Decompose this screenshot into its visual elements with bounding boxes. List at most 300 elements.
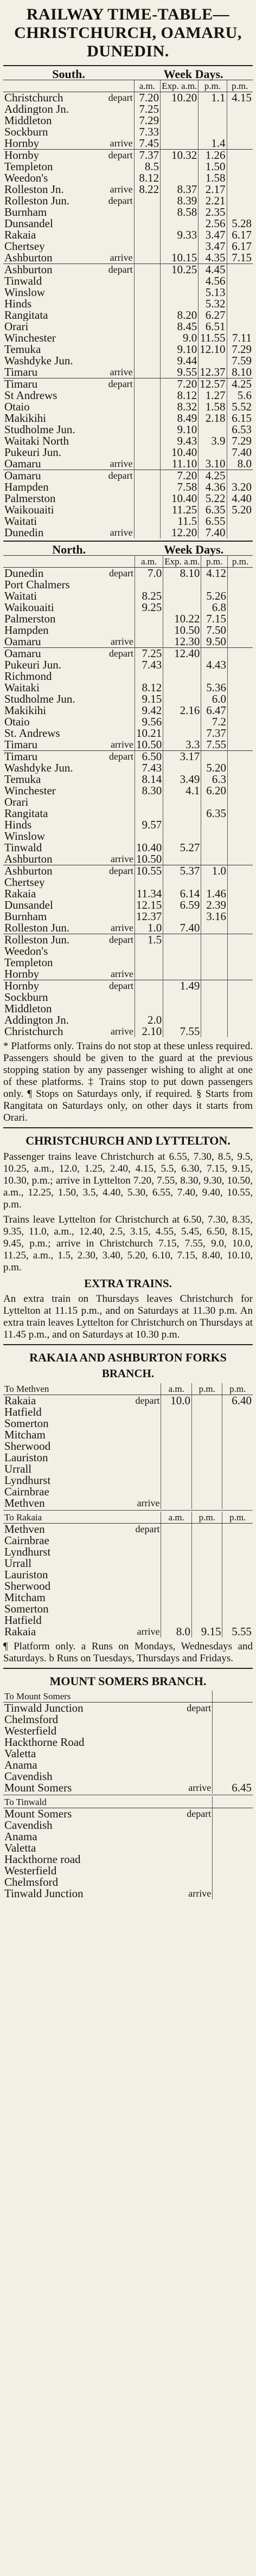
time-cell — [161, 172, 199, 184]
arr-dep-label — [158, 1714, 213, 1725]
arr-dep-label — [120, 1546, 161, 1558]
time-cell — [163, 590, 201, 602]
time-cell — [134, 229, 160, 241]
time-cell: 3.47 — [199, 241, 227, 252]
arr-dep-label: arrive — [110, 458, 133, 469]
time-cell — [213, 1725, 253, 1737]
arr-dep-label — [120, 1535, 161, 1546]
south-north-rule — [3, 541, 253, 542]
south-col-0: a.m. — [134, 80, 160, 92]
time-cell — [213, 1737, 253, 1748]
time-cell — [228, 980, 253, 992]
to-methven-row — [3, 1406, 253, 1418]
north-col-0: a.m. — [135, 556, 163, 568]
station-name: Tinwald Junction — [4, 1702, 84, 1714]
arr-dep-label: depart — [100, 378, 134, 390]
time-cell — [228, 934, 253, 946]
station-name: Waikouaiti — [4, 602, 54, 613]
to-tinwald-table — [3, 1796, 253, 1899]
time-cell: 10.50 — [163, 625, 201, 636]
time-cell — [222, 1615, 253, 1626]
arr-dep-label — [120, 1592, 161, 1603]
footnote-rule — [3, 1127, 253, 1128]
south-weekdays-heading: Week Days. — [134, 68, 253, 80]
south-col-2: p.m. — [199, 80, 227, 92]
to-methven-row — [3, 1452, 253, 1463]
time-cell — [199, 355, 227, 367]
time-cell — [228, 1026, 253, 1037]
time-cell — [161, 241, 199, 252]
station-name: Valetta — [4, 1842, 36, 1854]
station-name: Ashburton — [4, 252, 53, 264]
arr-dep-label — [100, 762, 135, 774]
lyttelton-title: CHRISTCHURCH AND LYTTELTON. — [25, 1134, 231, 1147]
station-name: Otaio — [4, 716, 30, 728]
time-cell: 12.57 — [199, 378, 227, 390]
time-cell: 8.25 — [135, 590, 163, 602]
to-tinwald-row — [3, 1877, 253, 1888]
time-cell — [228, 946, 253, 957]
time-cell: 7.29 — [227, 435, 253, 447]
time-cell — [134, 527, 160, 538]
south-row — [3, 344, 253, 355]
time-cell — [213, 1808, 253, 1820]
south-row — [3, 516, 253, 527]
time-cell — [134, 378, 160, 390]
time-cell — [228, 579, 253, 590]
time-cell — [135, 877, 163, 888]
time-cell: 10.40 — [135, 842, 163, 853]
time-cell — [201, 751, 228, 763]
station-name: Oamaru — [3, 470, 100, 482]
arr-dep-label: arrive — [188, 1782, 212, 1793]
time-cell — [201, 1026, 228, 1037]
station-name: Oamaru — [4, 636, 41, 648]
time-cell: 7.11 — [227, 332, 253, 344]
time-cell — [191, 1558, 222, 1569]
to-tinwald-col-0 — [213, 1796, 253, 1808]
station-name: Temuka — [4, 344, 41, 355]
station-name: Weedon's — [4, 946, 48, 957]
north-row — [3, 853, 253, 865]
time-cell: 7.40 — [199, 527, 227, 538]
time-cell: 9.33 — [161, 229, 199, 241]
time-cell: 1.49 — [163, 980, 201, 992]
to-tinwald-row — [3, 1820, 253, 1831]
arr-dep-label — [120, 1463, 161, 1475]
time-cell — [199, 104, 227, 115]
south-row — [3, 104, 253, 115]
time-cell — [163, 579, 201, 590]
time-cell — [228, 808, 253, 819]
time-cell — [135, 992, 163, 1003]
mount-somers-title: MOUNT SOMERS BRANCH. — [49, 1674, 207, 1688]
arr-dep-label — [120, 1486, 161, 1498]
time-cell — [191, 1524, 222, 1536]
time-cell — [163, 1014, 201, 1026]
arr-dep-label: arrive — [110, 252, 133, 263]
station-name: Anama — [4, 1759, 37, 1771]
time-cell — [134, 332, 160, 344]
arr-dep-label — [100, 992, 135, 1003]
time-cell — [228, 590, 253, 602]
to-tinwald-row — [3, 1808, 253, 1820]
station-name: Mitcham — [4, 1592, 46, 1603]
time-cell — [134, 458, 160, 470]
north-row — [3, 819, 253, 831]
time-cell — [201, 992, 228, 1003]
time-cell — [228, 796, 253, 808]
station-name: Lauriston — [4, 1569, 48, 1581]
arr-dep-label — [100, 390, 134, 401]
station-name: Anama — [4, 1831, 37, 1842]
time-cell: 7.43 — [135, 659, 163, 671]
time-cell: 4.40 — [227, 493, 253, 504]
arr-dep-label — [158, 1759, 213, 1771]
to-rakaia-row — [3, 1626, 253, 1637]
to-mount-row — [3, 1782, 253, 1794]
time-cell — [134, 413, 160, 424]
arr-dep-label — [100, 344, 134, 355]
time-cell: 2.21 — [199, 195, 227, 207]
time-cell — [227, 310, 253, 321]
north-row — [3, 739, 253, 751]
north-row — [3, 1014, 253, 1026]
time-cell — [222, 1603, 253, 1615]
time-cell: 7.20 — [161, 378, 199, 390]
to-tinwald-label: To Tinwald — [3, 1796, 158, 1808]
time-cell: 7.0 — [135, 568, 163, 580]
time-cell — [228, 968, 253, 980]
north-row — [3, 625, 253, 636]
time-cell — [163, 602, 201, 613]
time-cell: 4.35 — [199, 252, 227, 264]
station-name: Washdyke Jun. — [4, 762, 73, 774]
arr-dep-label: depart — [100, 934, 135, 946]
time-cell — [134, 481, 160, 493]
station-name: Winslow — [4, 831, 45, 842]
time-cell: 5.32 — [199, 298, 227, 310]
time-cell: 11.55 — [199, 332, 227, 344]
time-cell — [227, 287, 253, 298]
time-cell: 8.20 — [161, 310, 199, 321]
north-col-3: p.m. — [228, 556, 253, 568]
arr-dep-label — [158, 1842, 213, 1854]
time-cell — [201, 671, 228, 682]
arr-dep-label — [100, 207, 134, 218]
time-cell — [134, 504, 160, 516]
time-cell — [191, 1441, 222, 1452]
station-name: Pukeuri Jun. — [4, 659, 61, 671]
time-cell: 10.55 — [135, 865, 163, 877]
north-table — [3, 544, 253, 1037]
station-name: Urrall — [4, 1558, 32, 1569]
north-row — [3, 1003, 253, 1014]
arr-dep-label — [120, 1429, 161, 1441]
time-cell — [213, 1748, 253, 1759]
station-name: Sockburn — [4, 126, 48, 138]
time-cell — [163, 992, 201, 1003]
time-cell: 7.33 — [134, 126, 160, 138]
time-cell: 9.0 — [161, 332, 199, 344]
time-cell: 11.10 — [161, 458, 199, 470]
arr-dep-label: arrive — [111, 739, 133, 750]
arr-dep-label — [158, 1748, 213, 1759]
north-row — [3, 865, 253, 877]
time-cell: 6.50 — [135, 751, 163, 763]
time-cell: 10.15 — [161, 252, 199, 264]
time-cell: 4.56 — [199, 275, 227, 287]
arr-dep-label — [100, 104, 134, 115]
north-col-1: Exp. a.m. — [163, 556, 201, 568]
arr-dep-label: arrive — [110, 138, 133, 149]
time-cell: 6.3 — [201, 774, 228, 785]
station-name: Weedon's — [4, 172, 48, 184]
station-name: Rangitata — [4, 310, 48, 321]
time-cell: 1.0 — [201, 865, 228, 877]
north-row — [3, 693, 253, 705]
time-cell: 7.15 — [201, 613, 228, 625]
station-name: Tinwald — [4, 275, 42, 287]
station-name: Oamaru — [3, 648, 100, 660]
time-cell — [222, 1452, 253, 1463]
arr-dep-label — [100, 321, 134, 332]
rakaia-title: RAKAIA AND ASHBURTON FORKS — [29, 1351, 227, 1364]
time-cell: 9.15 — [191, 1626, 222, 1637]
time-cell — [228, 751, 253, 763]
arr-dep-label — [120, 1558, 161, 1569]
time-cell: 10.40 — [161, 447, 199, 458]
station-name: Sherwood — [4, 1441, 51, 1452]
north-row — [3, 568, 253, 580]
arr-dep-label — [100, 659, 135, 671]
time-cell — [228, 922, 253, 934]
time-cell — [213, 1703, 253, 1714]
arr-dep-label — [120, 1441, 161, 1452]
arr-dep-label: arrive — [137, 1626, 160, 1637]
station-name: Tinwald Junction — [4, 1888, 84, 1899]
arr-dep-label: arrive — [111, 968, 133, 979]
time-cell — [228, 853, 253, 865]
time-cell: 12.10 — [199, 344, 227, 355]
time-cell: 11.34 — [135, 888, 163, 900]
station-name: Middleton — [4, 115, 52, 126]
time-cell: 6.45 — [213, 1782, 253, 1794]
time-cell: 5.13 — [199, 287, 227, 298]
time-cell — [222, 1418, 253, 1429]
time-cell — [161, 1452, 192, 1463]
time-cell: 9.10 — [161, 424, 199, 435]
time-cell — [134, 390, 160, 401]
time-cell — [135, 946, 163, 957]
north-row — [3, 682, 253, 693]
to-rakaia-row — [3, 1558, 253, 1569]
arr-dep-label — [100, 218, 134, 229]
time-cell — [213, 1714, 253, 1725]
time-cell — [161, 1475, 192, 1486]
station-name: Studholme Jun. — [4, 693, 75, 705]
time-cell — [134, 264, 160, 276]
time-cell: 7.37 — [201, 728, 228, 739]
time-cell: 6.8 — [201, 602, 228, 613]
time-cell: 8.37 — [161, 184, 199, 195]
time-cell — [134, 298, 160, 310]
north-row — [3, 613, 253, 625]
station-name: Timaru — [4, 367, 38, 378]
time-cell — [228, 1003, 253, 1014]
station-name: Valetta — [4, 1748, 36, 1759]
arr-dep-label: depart — [100, 980, 135, 992]
station-name: Waitati — [4, 590, 37, 602]
methven-rule — [3, 1510, 253, 1511]
arr-dep-label — [100, 831, 135, 842]
time-cell — [227, 527, 253, 538]
south-row — [3, 195, 253, 207]
time-cell — [228, 613, 253, 625]
arr-dep-label — [158, 1831, 213, 1842]
time-cell — [134, 252, 160, 264]
time-cell — [163, 693, 201, 705]
arr-dep-label — [158, 1854, 213, 1865]
station-name: Hampden — [4, 625, 49, 636]
time-cell — [161, 1558, 192, 1569]
time-cell: 7.29 — [227, 344, 253, 355]
north-row — [3, 968, 253, 980]
to-rakaia-col-arr — [120, 1512, 161, 1524]
south-row — [3, 390, 253, 401]
time-cell — [161, 298, 199, 310]
time-cell: 4.25 — [227, 378, 253, 390]
arr-dep-label — [100, 298, 134, 310]
time-cell: 8.22 — [134, 184, 160, 195]
arr-dep-label: arrive — [110, 184, 133, 195]
to-mount-row — [3, 1771, 253, 1782]
time-cell — [199, 126, 227, 138]
station-name: Ashburton — [4, 853, 53, 865]
time-cell — [222, 1406, 253, 1418]
time-cell: 10.32 — [161, 150, 199, 162]
time-cell — [191, 1546, 222, 1558]
to-rakaia-col-1: p.m. — [191, 1512, 222, 1524]
time-cell — [161, 138, 199, 150]
time-cell: 1.0 — [135, 922, 163, 934]
station-name: Ashburton — [3, 264, 100, 276]
north-row — [3, 774, 253, 785]
north-row — [3, 716, 253, 728]
time-cell: 6.17 — [227, 229, 253, 241]
time-cell: 6.55 — [199, 516, 227, 527]
time-cell: 3.17 — [163, 751, 201, 763]
south-col-arr — [100, 80, 134, 92]
station-name: Hampden — [4, 481, 49, 493]
arr-dep-label — [100, 705, 135, 716]
time-cell: 9.10 — [161, 344, 199, 355]
time-cell — [201, 796, 228, 808]
arr-dep-label — [100, 911, 135, 922]
time-cell: 7.20 — [161, 470, 199, 482]
station-name: Hatfield — [4, 1406, 42, 1418]
arr-dep-label — [100, 900, 135, 911]
time-cell — [228, 888, 253, 900]
to-mount-row — [3, 1748, 253, 1759]
time-cell — [134, 287, 160, 298]
time-cell — [163, 659, 201, 671]
time-cell — [199, 115, 227, 126]
time-cell — [201, 934, 228, 946]
station-name: Timaru — [3, 378, 100, 390]
north-col-arr — [100, 556, 135, 568]
time-cell — [228, 865, 253, 877]
time-cell — [135, 625, 163, 636]
station-name: Hornby — [3, 980, 100, 992]
time-cell: 5.6 — [227, 390, 253, 401]
south-row — [3, 527, 253, 538]
arr-dep-label — [120, 1452, 161, 1463]
time-cell — [134, 241, 160, 252]
time-cell — [161, 1524, 192, 1536]
north-row — [3, 980, 253, 992]
arr-dep-label: arrive — [137, 1498, 160, 1508]
time-cell — [228, 877, 253, 888]
south-row — [3, 310, 253, 321]
time-cell — [201, 853, 228, 865]
south-row — [3, 435, 253, 447]
arr-dep-label: depart — [108, 195, 133, 206]
time-cell: 4.45 — [199, 264, 227, 276]
time-cell — [201, 1014, 228, 1026]
time-cell — [163, 808, 201, 819]
time-cell: 8.5 — [134, 161, 160, 172]
station-name: Cavendish — [4, 1820, 53, 1831]
time-cell: 6.47 — [201, 705, 228, 716]
station-name: Hinds — [4, 298, 32, 310]
arr-dep-label — [100, 602, 135, 613]
station-name: Christchurch — [4, 1026, 63, 1037]
time-cell — [228, 911, 253, 922]
time-cell — [163, 682, 201, 693]
time-cell: 11.5 — [161, 516, 199, 527]
time-cell: 1.58 — [199, 172, 227, 184]
time-cell: 5.28 — [227, 218, 253, 229]
time-cell — [201, 877, 228, 888]
time-cell — [213, 1854, 253, 1865]
time-cell — [135, 968, 163, 980]
time-cell: 6.59 — [163, 900, 201, 911]
station-name: Hornby — [3, 150, 100, 162]
time-cell: 6.40 — [222, 1395, 253, 1407]
north-body — [3, 568, 253, 1038]
time-cell: 6.20 — [201, 785, 228, 796]
north-row — [3, 728, 253, 739]
south-row — [3, 172, 253, 184]
time-cell — [161, 1441, 192, 1452]
arr-dep-label: depart — [135, 1395, 160, 1406]
time-cell: 5.20 — [227, 504, 253, 516]
time-cell — [227, 275, 253, 287]
station-name: Port Chalmers — [4, 579, 70, 590]
north-row — [3, 648, 253, 660]
station-name: Studholme Jun. — [4, 424, 75, 435]
station-name: Temuka — [4, 774, 41, 785]
south-row — [3, 150, 253, 162]
time-cell — [161, 161, 199, 172]
time-cell — [163, 957, 201, 968]
north-col-2: p.m. — [201, 556, 228, 568]
time-cell — [161, 1535, 192, 1546]
time-cell — [163, 911, 201, 922]
time-cell: 8.0 — [227, 458, 253, 470]
time-cell: 1.4 — [199, 138, 227, 150]
